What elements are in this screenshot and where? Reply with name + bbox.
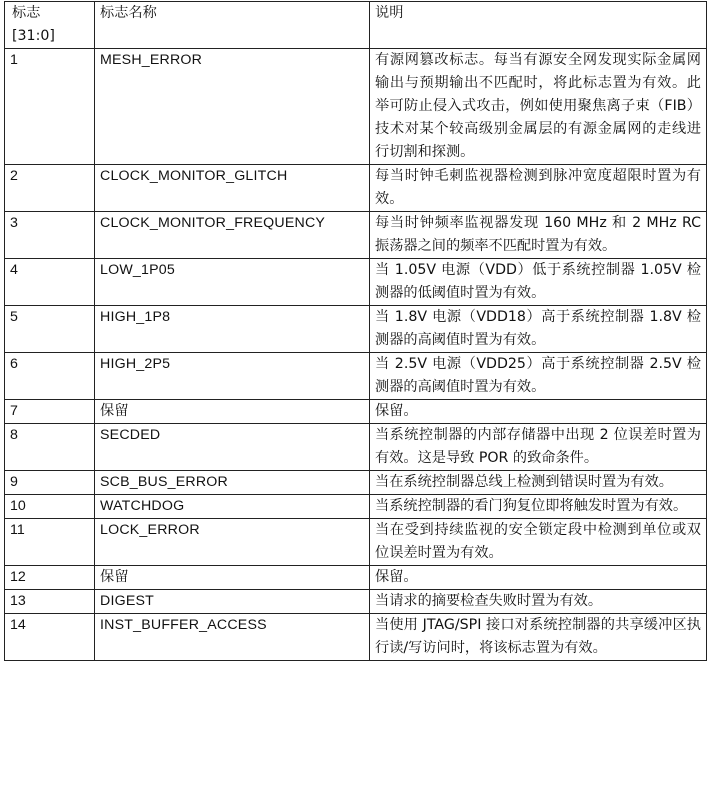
flag-description: 当在系统控制器总线上检测到错误时置为有效。: [370, 471, 707, 495]
table-row: [5, 353, 707, 400]
flag-description: 当使用 JTAG/SPI 接口对系统控制器的共享缓冲区执行读/写访问时，将该标志置为有效。: [370, 614, 707, 661]
flag-number: 3: [5, 212, 95, 259]
flag-name: HIGH_1P8: [95, 306, 370, 353]
flag-number: 7: [5, 400, 95, 424]
table-row: [5, 165, 707, 212]
flag-name: HIGH_2P5: [95, 353, 370, 400]
flag-description: 有源网篡改标志。每当有源安全网发现实际金属网输出与预期输出不匹配时，将此标志置为有效。此举可防止侵入式攻击，例如使用聚焦离子束（FIB）技术对某个较高级别金属层的有源金属网的走线进行切割和探测。: [370, 49, 707, 165]
flag-description: 当系统控制器的看门狗复位即将触发时置为有效。: [370, 495, 707, 519]
flag-description: 当在受到持续监视的安全锁定段中检测到单位或双位误差时置为有效。: [370, 519, 707, 566]
flag-number: 10: [5, 495, 95, 519]
table-row: [5, 49, 707, 165]
flag-number: 14: [5, 614, 95, 661]
flag-number: 1: [5, 49, 95, 165]
table-row: [5, 212, 707, 259]
flag-number: 12: [5, 566, 95, 590]
table-row: [5, 519, 707, 566]
flag-description: 每当时钟频率监视器发现 160 MHz 和 2 MHz RC 振荡器之间的频率不匹配时置为有效。: [370, 212, 707, 259]
flag-description: 每当时钟毛刺监视器检测到脉冲宽度超限时置为有效。: [370, 165, 707, 212]
flag-name: SECDED: [95, 424, 370, 471]
flag-description: 当 1.05V 电源（VDD）低于系统控制器 1.05V 检测器的低阈值时置为有效。: [370, 259, 707, 306]
table-row: [5, 614, 707, 661]
flag-name: CLOCK_MONITOR_FREQUENCY: [95, 212, 370, 259]
flag-number: 2: [5, 165, 95, 212]
flag-description: 当 2.5V 电源（VDD25）高于系统控制器 2.5V 检测器的高阈值时置为有效。: [370, 353, 707, 400]
flag-number: 6: [5, 353, 95, 400]
header-row: [5, 2, 707, 49]
flag-name: 保留: [95, 566, 370, 590]
flag-name: INST_BUFFER_ACCESS: [95, 614, 370, 661]
flag-number: 8: [5, 424, 95, 471]
flag-number: 13: [5, 590, 95, 614]
header-flag-name: 标志名称: [95, 2, 370, 49]
flag-number: 9: [5, 471, 95, 495]
flag-name: 保留: [95, 400, 370, 424]
table-row: [5, 590, 707, 614]
flag-number: 4: [5, 259, 95, 306]
flag-name: SCB_BUS_ERROR: [95, 471, 370, 495]
flag-name: WATCHDOG: [95, 495, 370, 519]
flag-description: 当请求的摘要检查失败时置为有效。: [370, 590, 707, 614]
table-row: [5, 306, 707, 353]
flag-description: 保留。: [370, 400, 707, 424]
flag-name: DIGEST: [95, 590, 370, 614]
flag-name: LOCK_ERROR: [95, 519, 370, 566]
table-row: [5, 424, 707, 471]
flag-name: LOW_1P05: [95, 259, 370, 306]
table-row: [5, 471, 707, 495]
table-row: [5, 259, 707, 306]
flag-name: MESH_ERROR: [95, 49, 370, 165]
header-flag-bits: 标志 [31:0]: [5, 2, 95, 49]
header-description: 说明: [370, 2, 707, 49]
flag-description: 当 1.8V 电源（VDD18）高于系统控制器 1.8V 检测器的高阈值时置为有效。: [370, 306, 707, 353]
flag-number: 11: [5, 519, 95, 566]
flag-number: 5: [5, 306, 95, 353]
flag-description: 当系统控制器的内部存储器中出现 2 位误差时置为有效。这是导致 POR 的致命条件。: [370, 424, 707, 471]
table-row: [5, 400, 707, 424]
flag-description: 保留。: [370, 566, 707, 590]
table-row: [5, 566, 707, 590]
flag-name: CLOCK_MONITOR_GLITCH: [95, 165, 370, 212]
table-row: [5, 495, 707, 519]
flag-table: [4, 1, 707, 661]
